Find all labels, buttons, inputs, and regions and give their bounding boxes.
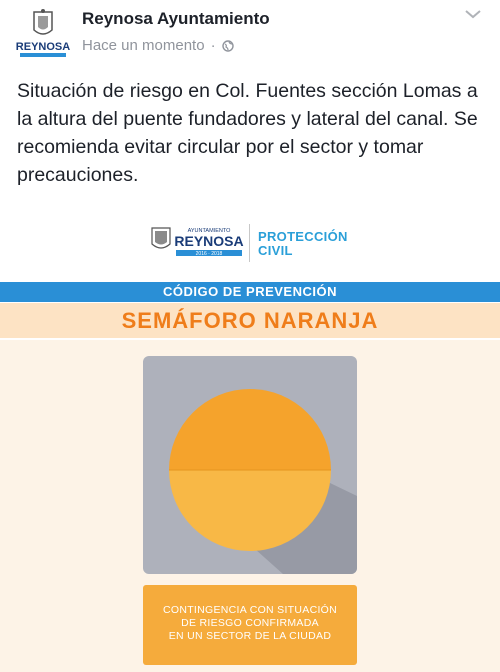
post-meta: [82, 37, 234, 54]
partner-logo-text: [258, 230, 348, 258]
post-body-text: Situación de riesgo en Col. Fuentes sección Lomas a la altura del puente fundadores y lateral del canal. Se recomienda evitar circular por el sector y tomar precauciones.: [17, 80, 478, 186]
partner-line-2: CIVIL: [258, 243, 293, 258]
post-header: [0, 0, 500, 66]
traffic-light-title: SEMÁFORO NARANJA: [121, 308, 379, 333]
logo-years-text: 2016 · 2018: [195, 251, 223, 257]
page-name-link[interactable]: Reynosa Ayuntamiento: [82, 9, 270, 28]
avatar-logo-text: REYNOSA: [15, 41, 71, 53]
post-timestamp[interactable]: Hace un momento: [82, 37, 205, 54]
city-seal-icon: [152, 228, 170, 248]
logo-city-text: REYNOSA: [174, 233, 244, 249]
chevron-down-icon[interactable]: [464, 8, 482, 20]
orange-light-icon: [143, 356, 357, 574]
post-image[interactable]: [0, 200, 500, 672]
globe-icon: [222, 40, 234, 52]
page-avatar[interactable]: [14, 8, 72, 60]
caption-line-1: CONTINGENCIA CON SITUACIÓN: [162, 604, 338, 616]
caption-line-2: DE RIESGO CONFIRMADA: [181, 617, 319, 629]
prevention-code-title: CÓDIGO DE PREVENCIÓN: [163, 284, 337, 299]
meta-separator: ·: [210, 37, 216, 54]
logo-divider: [249, 224, 250, 262]
logo-small-text: AYUNTAMIENTO: [187, 228, 231, 234]
logo-bar: [0, 200, 500, 282]
caption-text: [143, 604, 357, 643]
caption-line-3: EN UN SECTOR DE LA CIUDAD: [168, 630, 332, 642]
partner-line-1: PROTECCIÓN: [258, 229, 348, 244]
